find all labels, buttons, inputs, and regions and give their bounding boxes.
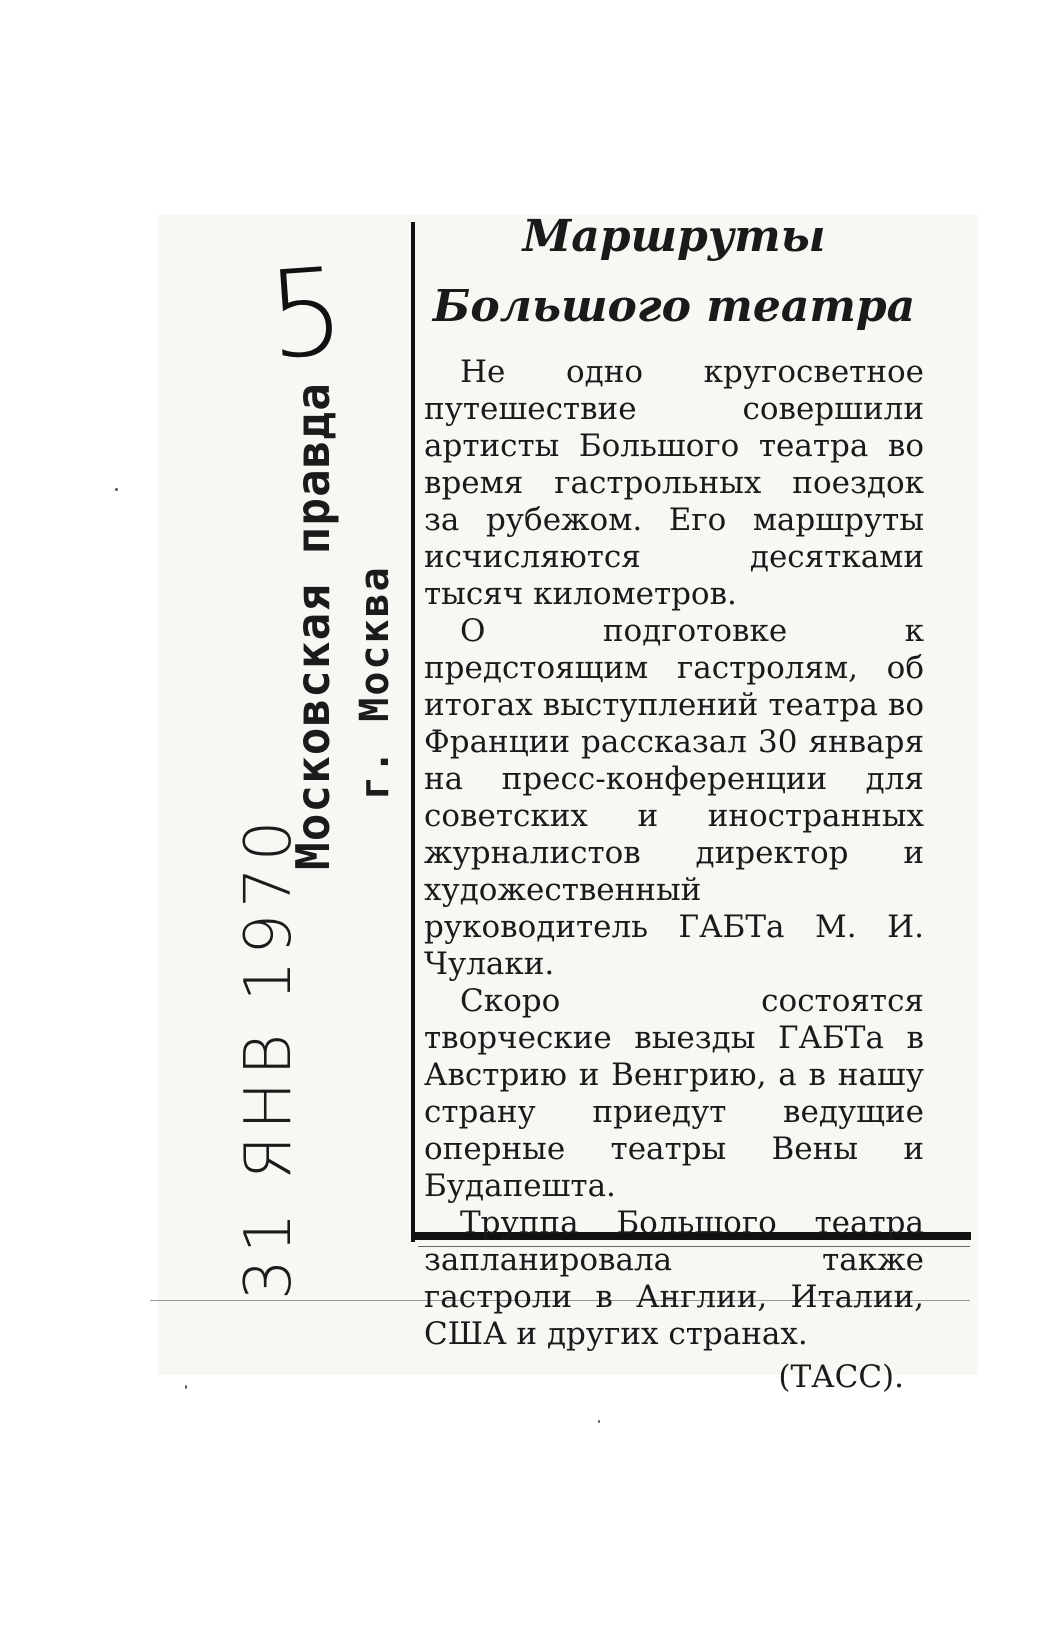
newspaper-name-stamp: Московская правда <box>286 382 340 870</box>
handwritten-number: 5 <box>263 242 350 387</box>
date-stamp: 31 ЯНВ 1970 <box>232 814 306 1300</box>
article <box>424 205 924 1396</box>
scan-speck <box>598 1420 600 1423</box>
scan-speck <box>185 1385 187 1389</box>
article-paragraph: Труппа Большого театра запланировала также гастроли в Англии, Италии, США и других странах. <box>424 1204 924 1352</box>
article-paragraph: Не одно кругосветное путешествие совершили артисты Большого театра во время гастрольных поездок за рубежом. Его маршруты исчисляются десятками тысяч километров. <box>424 353 924 612</box>
city-stamp: г. Москва <box>352 565 398 800</box>
headline-line-2: Большого театра <box>432 281 916 333</box>
article-paragraph: О подготовке к предстоящим гастролям, об итогах выступлений театра во Франции рассказал 30 января на пресс-конференции для советских и иностранных журналистов директор и художественный руководитель ГАБТа М. И. Чулаки. <box>424 612 924 982</box>
article-paragraph: Скоро состоятся творческие выезды ГАБТа в Австрию и Венгрию, а в нашу страну приедут ведущие оперные театры Вены и Будапешта. <box>424 982 924 1204</box>
article-source: (ТАСС). <box>778 1358 904 1395</box>
headline-line-1: Маршруты <box>522 211 826 262</box>
column-rule-left <box>411 222 415 1242</box>
article-body <box>424 354 924 1396</box>
scan-speck <box>115 488 118 491</box>
